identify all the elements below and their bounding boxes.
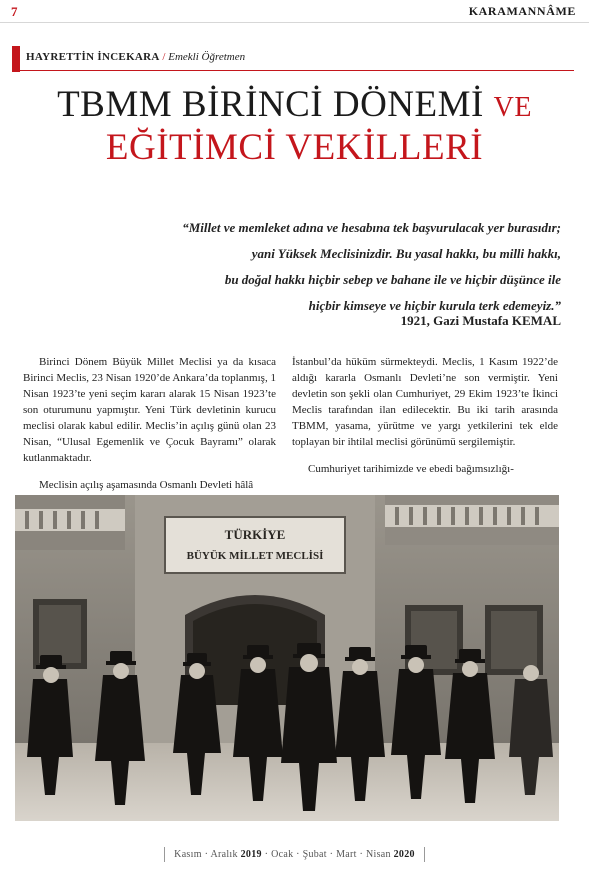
- magazine-title: KARAMANNÂME: [468, 4, 576, 18]
- page-header: [0, 0, 589, 26]
- historical-photo: [15, 495, 559, 821]
- issue-year-1: 2019: [240, 849, 262, 860]
- body-paragraph: Cumhuriyet tarihimizde ve ebedi bağımsızlığı-: [308, 463, 514, 475]
- page-footer: [0, 847, 589, 862]
- epigraph-quote: [101, 215, 561, 319]
- quote-line: yani Yüksek Meclisinizdir. Bu yasal hakkı, bu milli hakkı,: [251, 246, 561, 261]
- photo-illustration: [15, 495, 559, 821]
- page-number: 7: [11, 4, 18, 19]
- article-headline: [0, 86, 589, 166]
- issue-year-2: 2020: [393, 849, 415, 860]
- issue-dates: [164, 847, 425, 862]
- body-column-right: [292, 354, 558, 488]
- header-rule: [0, 22, 589, 23]
- quote-line: hiçbir kimseye ve hiçbir kurula terk edemeyiz.”: [308, 298, 561, 313]
- headline-line-1: [0, 86, 589, 123]
- headline-conjunction: VE: [493, 92, 532, 123]
- author-accent-block: [12, 46, 20, 72]
- author-line: [26, 51, 245, 63]
- sign-text-1: TÜRKİYE: [224, 527, 286, 542]
- author-rule: [20, 70, 574, 71]
- headline-line-2: EĞİTİMCİ VEKİLLERİ: [105, 127, 484, 168]
- author-separator: /: [162, 51, 166, 63]
- issue-months-2: · Ocak · Şubat · Mart · Nisan: [264, 849, 391, 860]
- author-byline: [12, 46, 574, 72]
- body-paragraph: Meclisin açılış aşamasında Osmanlı Devleti hâlâ: [39, 479, 254, 491]
- quote-line: bu doğal hakkı hiçbir sebep ve bahane ile ve hiçbir düşünce ile: [224, 272, 561, 287]
- author-role: Emekli Öğretmen: [168, 51, 246, 63]
- quote-attribution: 1921, Gazi Mustafa KEMAL: [400, 313, 561, 328]
- author-name: HAYRETTİN İNCEKARA: [26, 51, 160, 63]
- body-paragraph: İstanbul’da hüküm sürmekteydi. Meclis, 1 Kasım 1922’de aldığı kararla Osmanlı Devleti’ne son vermiştir. Yeni devletin son şekli olan Cumhuriyet, 29 Ekim 1923’te İkinci Meclis tarafından ilan edilecektir. Bu iki tarih arasında TBMM, yasama, yürütme ve yargı yetkilerini tek elde toplayan bir ihtilal meclisi görünümü sergilemiştir.: [292, 356, 558, 448]
- quote-line: “Millet ve memleket adına ve hesabına tek başvurulacak yer burasıdır;: [182, 220, 561, 235]
- body-paragraph: Birinci Dönem Büyük Millet Meclisi ya da kısaca Birinci Meclis, 23 Nisan 1920’de Ankara’da toplanmış, 1 Nisan 1923’te yeni seçim kararı alarak 15 Nisan 1923’te son oturumunu yapmıştır. Yeni Türk devletinin kurucu meclisi olarak kabul edilir. Meclis’in açılış günü olan 23 Nisan, “Ulusal Egemenlik ve Çocuk Bayramı” olarak kutlanmaktadır.: [23, 356, 276, 464]
- issue-months-1: Kasım · Aralık: [174, 849, 238, 860]
- sign-text-2: BÜYÜK MİLLET MECLİSİ: [186, 550, 324, 562]
- headline-main: TBMM BİRİNCİ DÖNEMİ: [57, 84, 484, 125]
- body-column-left: [23, 354, 276, 504]
- parliament-sign: [165, 517, 345, 573]
